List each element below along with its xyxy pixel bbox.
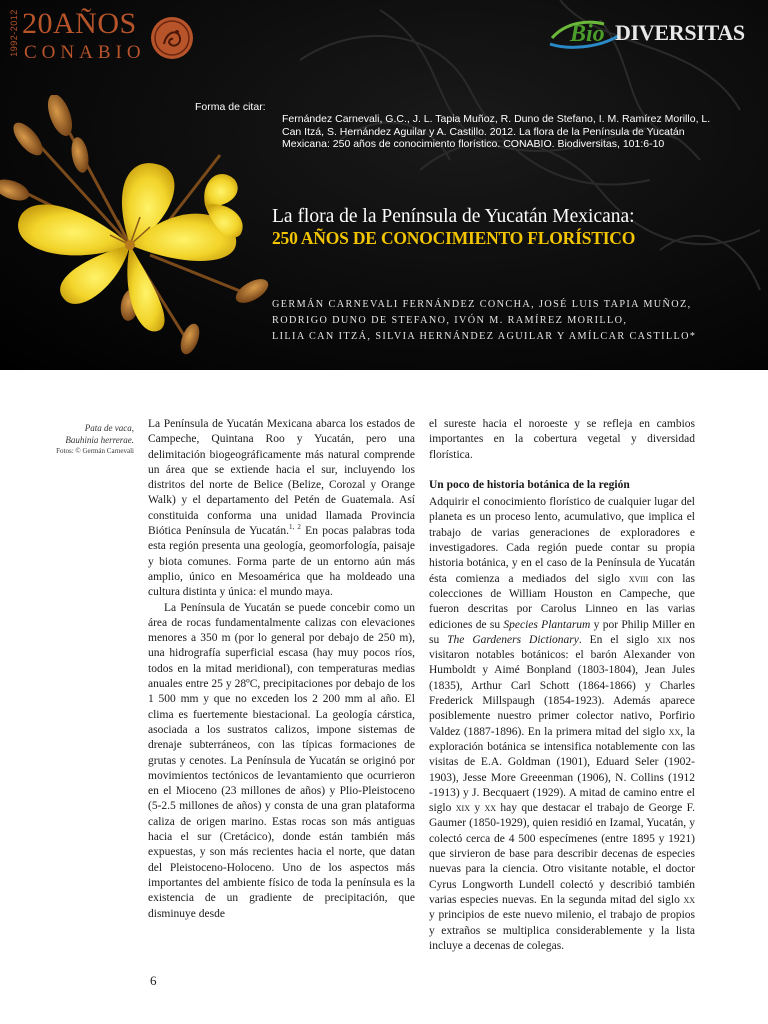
section-heading: Un poco de historia botánica de la región <box>429 478 630 491</box>
caption-common-name: Pata de vaca, <box>84 423 134 433</box>
conabio-seal-icon <box>150 16 194 60</box>
paragraph: La Península de Yucatán Mexicana abarca los estados de Campeche, Quintana Roo y Yucatán, pero una delimitación biogeográficamente más natural comprende un área que se extiende hacia el sur, incluyendo los distritos del norte de Belice (Belize, Corozal y Orange Walk) y el departamento del Petén de Guatemala. Así constituida conforma una unidad llamada Provincia Biótica Península de Yucatán.$^{1, 2}$ En pocas palabras toda esta región presenta una geología, geomorfología, paisaje y biota comunes. Forma parte de un entorno aún más amplio, único en Mesoamérica que ha moldeado una cultura distinta y única: el mundo maya. <box>148 418 416 599</box>
conabio-20-anos: 20AÑOS <box>22 7 137 40</box>
article-subtitle: 250 AÑOS DE CONOCIMIENTO FLORÍSTICO <box>272 228 636 248</box>
author-list <box>272 297 752 345</box>
paragraph: La Península de Yucatán se puede concebir como un área de rocas fundamentalmente calizas con elevaciones menores a 350 m (por lo general por debajo de 250 m), una hidrografía superficial escasa (hay muy pocos ríos, todos en la mitad meridional), con temperaturas medias anuales entre 25 y 28ºC, precipitaciones por debajo de los 1 500 mm y que no exceden los 2 200 mm al año. El clima es fuertemente biestacional. La geología cárstica, asociada a los sustratos calizos, impone sistemas de drenaje subterráneos, con las típicas formaciones de grutas y cenotes. La Península de Yucatán se originó por movimientos tectónicos de levantamiento que ocurrieron en el Mioceno (23 millones de años) y Plio-Pleistoceno (5-2.5 millones de años) y consta de una gran plataforma caliza de origen marino. Estas rocas son más antiguas hacia el sur (Cretácico), donde están también más expuestas, y son más recientes hacia el norte, que datan del Pleistoceno-Holoceno. Uno de los aspectos más importantes del ambiente físico de toda la península es la existencia de un gradiente de precipitación, que disminuye desde <box>148 601 415 920</box>
text-column-right <box>429 417 695 954</box>
article-title: La flora de la Península de Yucatán Mexicana: <box>272 206 635 227</box>
conabio-years: 1992-2012 <box>8 9 19 57</box>
flower-photo <box>0 95 270 355</box>
author-line: GERMÁN CARNEVALI FERNÁNDEZ CONCHA, JOSÉ LUIS TAPIA MUÑOZ, <box>272 299 692 310</box>
biodiversitas-wordmark: DIVERSITAS <box>615 20 745 45</box>
photo-caption <box>30 422 134 456</box>
caption-credit: Fotos: © Germán Carnevali <box>56 447 134 455</box>
page-number: 6 <box>150 973 157 988</box>
paragraph: el sureste hacia el noroeste y se refleja en cambios importantes en la cobertura vegetal y diversidad florística. <box>429 418 695 461</box>
caption-species: Bauhinia herrerae. <box>65 435 134 445</box>
citation-label: Forma de citar: <box>195 101 266 113</box>
author-line: LILIA CAN ITZÁ, SILVIA HERNÁNDEZ AGUILAR Y AMÍLCAR CASTILLO* <box>272 331 697 342</box>
text-column-left <box>148 417 415 922</box>
conabio-name: CONABIO <box>24 42 146 63</box>
citation-text: Fernández Carnevali, G.C., J. L. Tapia Muñoz, R. Duno de Stefano, I. M. Ramírez Morillo, L. Can Itzá, S. Hernández Aguilar y A. Castillo. 2012. La flora de la Península de Yucatán Mexicana: 250 años de conocimiento florístico. CONABIO. Biodiversitas, 101:6-10 <box>282 113 711 150</box>
footnote-ref: 1, 2 <box>289 523 301 532</box>
author-line: RODRIGO DUNO DE STEFANO, IVÓN M. RAMÍREZ MORILLO, <box>272 315 628 326</box>
article-header <box>0 0 768 370</box>
paragraph: Adquirir el conocimiento florístico de cualquier lugar del planeta es un proceso lento, acumulativo, que implica el trabajo de varias generaciones de exploradores e investigadores. Cada región puede contar su propia historia botánica, y en el caso de la Península de Yucatán ésta comienza a mediados del siglo xviii con las colecciones de William Houston en Campeche, que fueron descritas por Carolus Linneo en las varias ediciones de su Species Plantarum y por Philip Miller en su The Gardeners Dictionary. En el siglo xix nos visitaron notables botánicos: el barón Alexander von Humboldt y Aimé Bonpland (1803-1804), Jean Jules (1835), Arthur Carl Schott (1864-1866) y Charles Frederick Millspaugh (1854-1923). Además aparece posiblemente nuestro primer colector nativo, Porfirio Valdez (1887-1896). En la primera mitad del siglo xx, la exploración botánica se intensifica notablemente con las visitas de E.A. Goldman (1901), Eduard Seler (1902-1903), Jesse More Greeenman (1906), N. Collins (1912 -1913) y J. Becquaert (1929). A mitad de camino entre el siglo xix y xx hay que destacar el trabajo de George F. Gaumer (1850-1929), quien residió en Izamal, Yucatán, y colectó cerca de 4 500 especímenes (entre 1895 y 1921) que sirvieron de base para describir decenas de especies nuevas para la ciencia. Otro visitante notable, el doctor Cyrus Longworth Lundell colectó y describió también varias especies nuevas. En la segunda mitad del siglo xx y principios de este nuevo milenio, el trabajo de propios y extraños se multiplica considerablemente y la lista incluye a decenas de colegas. <box>429 496 696 952</box>
bio-wordmark: Bio <box>570 21 605 47</box>
